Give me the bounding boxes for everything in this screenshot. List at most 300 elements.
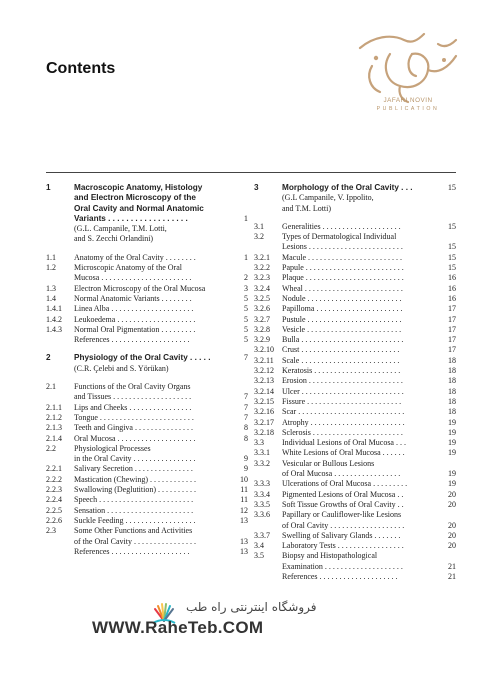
section-title bbox=[282, 183, 442, 193]
section-title-line: Scar . . . . . . . . . . . . . . . . . . . . . . . . . . . bbox=[282, 407, 405, 417]
section-number: 3.2.4 bbox=[254, 283, 270, 293]
section-number: 3.3 bbox=[254, 438, 264, 448]
toc-entry[interactable] bbox=[254, 459, 456, 480]
logo-name: JAFARI NOVIN bbox=[383, 97, 433, 104]
section-title-line: Papilloma . . . . . . . . . . . . . . . . . . . . . . bbox=[282, 304, 403, 314]
section-title bbox=[282, 366, 442, 376]
chapter-authors bbox=[74, 364, 248, 374]
toc-entry[interactable] bbox=[46, 263, 248, 284]
toc-entry[interactable] bbox=[254, 418, 456, 428]
section-title-line: Plaque . . . . . . . . . . . . . . . . . . . . . . . . . bbox=[282, 273, 404, 283]
chapter-authors bbox=[74, 224, 248, 245]
toc-entry[interactable] bbox=[46, 382, 248, 403]
section-title bbox=[74, 263, 234, 284]
section-title bbox=[74, 423, 234, 433]
section-title-line: Mastication (Chewing) . . . . . . . . . . . . bbox=[74, 474, 196, 484]
toc-entry[interactable] bbox=[254, 448, 456, 458]
page-number: 16 bbox=[448, 273, 456, 283]
toc-entry[interactable] bbox=[254, 500, 456, 510]
page-number: 15 bbox=[448, 242, 456, 252]
authors-line: (G.L. Campanile, T.M. Lotti, bbox=[74, 224, 167, 234]
section-title bbox=[74, 516, 234, 526]
section-title-line: Macroscopic Anatomy, Histology bbox=[74, 183, 203, 192]
section-number: 2.2.3 bbox=[46, 485, 62, 495]
section-number: 3 bbox=[254, 183, 259, 192]
page-number: 1 bbox=[243, 213, 248, 223]
section-title bbox=[74, 304, 234, 314]
section-title-line: Physiological Processes bbox=[74, 443, 151, 453]
toc-entry[interactable] bbox=[254, 572, 456, 582]
page-number: 3 bbox=[244, 283, 248, 293]
section-number: 3.2.7 bbox=[254, 314, 270, 324]
section-title bbox=[74, 434, 234, 444]
page-number: 13 bbox=[240, 515, 248, 525]
toc-entry[interactable] bbox=[254, 335, 456, 345]
section-number: 2.2 bbox=[46, 443, 56, 453]
spacer bbox=[46, 374, 248, 382]
toc-entry[interactable] bbox=[46, 403, 248, 413]
section-title bbox=[282, 304, 442, 314]
page-number: 21 bbox=[448, 571, 456, 581]
toc-entry[interactable] bbox=[46, 464, 248, 474]
toc-entry[interactable] bbox=[46, 506, 248, 516]
section-title bbox=[282, 459, 442, 480]
section-title-line: Tongue . . . . . . . . . . . . . . . . . . . . . . . . bbox=[74, 412, 194, 422]
section-title-line: Types of Dermatological Individual bbox=[282, 232, 397, 242]
section-title bbox=[74, 495, 234, 505]
section-title-line: Keratosis . . . . . . . . . . . . . . . . . . . . . . bbox=[282, 366, 401, 376]
section-title-line: Sclerosis . . . . . . . . . . . . . . . . . . . . . . . bbox=[282, 427, 403, 437]
section-title bbox=[282, 490, 442, 500]
section-title-line: Teeth and Gingiva . . . . . . . . . . . . . . . bbox=[74, 423, 193, 433]
section-title bbox=[74, 403, 234, 413]
section-title bbox=[282, 253, 442, 263]
section-number: 2.2.5 bbox=[46, 505, 62, 515]
section-number: 1.4.3 bbox=[46, 324, 62, 334]
section-title bbox=[282, 551, 442, 572]
section-number: 3.2.12 bbox=[254, 366, 274, 376]
toc-entry[interactable] bbox=[254, 407, 456, 417]
section-title-line: Physiology of the Oral Cavity . . . . . bbox=[74, 353, 211, 363]
page-number: 10 bbox=[240, 474, 248, 484]
section-title-line: Wheal . . . . . . . . . . . . . . . . . . . . . . . . . bbox=[282, 283, 403, 293]
section-title bbox=[282, 397, 442, 407]
section-title-line: Morphology of the Oral Cavity . . . bbox=[282, 183, 413, 192]
toc-entry[interactable] bbox=[254, 551, 456, 572]
section-title-line: Biopsy and Histopathological bbox=[282, 551, 378, 561]
toc-entry[interactable] bbox=[46, 253, 248, 263]
page-number: 9 bbox=[244, 454, 248, 464]
section-number: 3.2.14 bbox=[254, 386, 274, 396]
section-title bbox=[282, 284, 442, 294]
section-title-line: Leukoedema . . . . . . . . . . . . . . . . . . . . bbox=[74, 314, 196, 324]
section-title-line: References . . . . . . . . . . . . . . . . . . . . bbox=[282, 571, 398, 581]
section-title-line: Normal Anatomic Variants . . . . . . . . bbox=[74, 293, 192, 303]
toc-entry[interactable] bbox=[254, 325, 456, 335]
page-number: 18 bbox=[448, 355, 456, 365]
toc-entry[interactable] bbox=[254, 253, 456, 263]
toc-entry[interactable] bbox=[46, 516, 248, 526]
section-title bbox=[282, 448, 442, 458]
section-number: 2.2.6 bbox=[46, 515, 62, 525]
section-title bbox=[282, 263, 442, 273]
toc-entry[interactable] bbox=[46, 526, 248, 547]
page-number: 19 bbox=[448, 438, 456, 448]
section-number: 3.2.9 bbox=[254, 335, 270, 345]
section-title-line: White Lesions of Oral Mucosa . . . . . . bbox=[282, 448, 405, 458]
section-title-line: Swelling of Salivary Glands . . . . . . . bbox=[282, 530, 401, 540]
toc-entry[interactable] bbox=[254, 387, 456, 397]
page-number: 19 bbox=[448, 448, 456, 458]
section-title-line: and Electron Microscopy of the bbox=[74, 193, 196, 203]
section-number: 2.1.1 bbox=[46, 402, 62, 412]
page-number: 11 bbox=[240, 495, 248, 505]
authors-line: (C.R. Çelebi and S. Yörükan) bbox=[74, 363, 169, 373]
spacer bbox=[46, 245, 248, 253]
toc-entry[interactable] bbox=[254, 315, 456, 325]
toc-entry[interactable] bbox=[254, 428, 456, 438]
section-title bbox=[74, 294, 234, 304]
section-title bbox=[282, 531, 442, 541]
section-number: 3.2.13 bbox=[254, 376, 274, 386]
section-number: 1.4 bbox=[46, 293, 56, 303]
toc-entry[interactable] bbox=[254, 490, 456, 500]
toc-entry[interactable] bbox=[254, 366, 456, 376]
section-number: 1.4.1 bbox=[46, 304, 62, 314]
page-number: 19 bbox=[448, 417, 456, 427]
toc-entry[interactable] bbox=[254, 304, 456, 314]
section-title-line: Normal Oral Pigmentation . . . . . . . . . bbox=[74, 324, 196, 334]
toc-entry[interactable] bbox=[254, 541, 456, 551]
section-title-line: Examination . . . . . . . . . . . . . . . . . . . . bbox=[282, 561, 403, 571]
section-title bbox=[74, 547, 234, 557]
page-number: 16 bbox=[448, 283, 456, 293]
section-number: 2.2.1 bbox=[46, 464, 62, 474]
section-title-line: Fissure . . . . . . . . . . . . . . . . . . . . . . . . bbox=[282, 396, 402, 406]
section-number: 3.2.17 bbox=[254, 417, 274, 427]
toc-entry[interactable] bbox=[254, 273, 456, 283]
section-number: 3.2 bbox=[254, 232, 264, 242]
section-number: 3.3.1 bbox=[254, 448, 270, 458]
section-title bbox=[74, 506, 234, 516]
page-number: 5 bbox=[244, 293, 248, 303]
page-number: 5 bbox=[244, 314, 248, 324]
page-number: 19 bbox=[448, 469, 456, 479]
section-title-line: Some Other Functions and Activities bbox=[74, 526, 193, 536]
toc-entry[interactable] bbox=[254, 510, 456, 531]
section-number: 3.3.7 bbox=[254, 530, 270, 540]
section-title bbox=[282, 407, 442, 417]
section-number: 3.3.5 bbox=[254, 499, 270, 509]
section-title bbox=[282, 376, 442, 386]
toc-entry[interactable] bbox=[46, 413, 248, 423]
toc-entry[interactable] bbox=[254, 284, 456, 294]
section-title bbox=[282, 572, 442, 582]
page-number: 20 bbox=[448, 541, 456, 551]
page-number: 11 bbox=[240, 485, 248, 495]
page-number: 17 bbox=[448, 324, 456, 334]
section-number: 3.2.6 bbox=[254, 304, 270, 314]
section-title bbox=[74, 526, 234, 547]
chapter-authors bbox=[282, 193, 456, 214]
section-title-line: Generalities . . . . . . . . . . . . . . . . . . . . bbox=[282, 221, 401, 231]
section-title bbox=[74, 444, 234, 465]
toc-entry[interactable] bbox=[254, 479, 456, 489]
section-title bbox=[74, 353, 234, 363]
section-title bbox=[282, 232, 442, 253]
toc-entry[interactable] bbox=[254, 356, 456, 366]
authors-line: and S. Zecchi Orlandini) bbox=[74, 234, 154, 244]
page-number: 16 bbox=[448, 293, 456, 303]
section-title bbox=[282, 345, 442, 355]
section-title-line: Crust . . . . . . . . . . . . . . . . . . . . . . . . . bbox=[282, 345, 400, 355]
toc-entry[interactable] bbox=[254, 263, 456, 273]
section-title-line: Oral Mucosa . . . . . . . . . . . . . . . . . . . . bbox=[74, 433, 196, 443]
page-number: 21 bbox=[448, 561, 456, 571]
section-number: 3.4 bbox=[254, 541, 264, 551]
section-title bbox=[74, 253, 234, 263]
section-number: 3.2.2 bbox=[254, 263, 270, 273]
section-title bbox=[74, 183, 234, 224]
section-number: 2.1.4 bbox=[46, 433, 62, 443]
section-title-line: and Tissues . . . . . . . . . . . . . . . . . . . . bbox=[74, 392, 192, 402]
section-title-line: Papule . . . . . . . . . . . . . . . . . . . . . . . . . bbox=[282, 263, 404, 273]
section-title-line: Vesicular or Bullous Lesions bbox=[282, 458, 375, 468]
section-title-line: Macule . . . . . . . . . . . . . . . . . . . . . . . . bbox=[282, 252, 402, 262]
section-title bbox=[282, 335, 442, 345]
toc-entry[interactable] bbox=[46, 335, 248, 345]
page-number: 13 bbox=[240, 536, 248, 546]
section-title-line: Ulcer . . . . . . . . . . . . . . . . . . . . . . . . . . bbox=[282, 386, 404, 396]
section-title-line: Soft Tissue Growths of Oral Cavity . . bbox=[282, 499, 404, 509]
toc-entry[interactable] bbox=[46, 495, 248, 505]
toc-left-column bbox=[46, 183, 248, 557]
section-title-line: Bulla . . . . . . . . . . . . . . . . . . . . . . . . . . bbox=[282, 335, 404, 345]
section-number: 3.5 bbox=[254, 551, 264, 561]
section-number: 3.2.8 bbox=[254, 324, 270, 334]
page-number: 7 bbox=[243, 353, 248, 363]
toc-entry[interactable] bbox=[46, 434, 248, 444]
section-title bbox=[282, 387, 442, 397]
section-title bbox=[74, 335, 234, 345]
page-number: 7 bbox=[244, 412, 248, 422]
section-title bbox=[282, 315, 442, 325]
page-number: 20 bbox=[448, 530, 456, 540]
section-number: 3.2.18 bbox=[254, 427, 274, 437]
toc-entry[interactable] bbox=[254, 438, 456, 448]
section-title-line: Lesions . . . . . . . . . . . . . . . . . . . . . . . . bbox=[282, 242, 403, 252]
section-title-line: References . . . . . . . . . . . . . . . . . . . . bbox=[74, 335, 190, 345]
section-title-line: Linea Alba . . . . . . . . . . . . . . . . . . . . . bbox=[74, 304, 194, 314]
page-number: 15 bbox=[448, 263, 456, 273]
section-number: 3.2.10 bbox=[254, 345, 274, 355]
toc-entry[interactable] bbox=[46, 284, 248, 294]
toc-entry[interactable] bbox=[46, 294, 248, 304]
toc-entry[interactable] bbox=[46, 444, 248, 465]
toc-entry[interactable] bbox=[254, 376, 456, 386]
page-number: 5 bbox=[244, 304, 248, 314]
section-number: 3.1 bbox=[254, 221, 264, 231]
page-number: 2 bbox=[244, 273, 248, 283]
section-title-line: Vesicle . . . . . . . . . . . . . . . . . . . . . . . . bbox=[282, 324, 402, 334]
page-number: 9 bbox=[244, 464, 248, 474]
page-number: 20 bbox=[448, 489, 456, 499]
section-number: 3.3.6 bbox=[254, 510, 270, 520]
page-number: 8 bbox=[244, 433, 248, 443]
section-title bbox=[74, 325, 234, 335]
section-title-line: Papillary or Cauliflower-like Lesions bbox=[282, 510, 402, 520]
page-number: 12 bbox=[240, 505, 248, 515]
section-title-line: References . . . . . . . . . . . . . . . . . . . . bbox=[74, 546, 190, 556]
section-number: 2.2.2 bbox=[46, 474, 62, 484]
section-title bbox=[74, 475, 234, 485]
section-title-line: of Oral Cavity . . . . . . . . . . . . . . . . . . . bbox=[282, 520, 405, 530]
toc-right-column bbox=[254, 183, 456, 582]
section-title-line: Scale . . . . . . . . . . . . . . . . . . . . . . . . . bbox=[282, 355, 400, 365]
page-number: 19 bbox=[448, 479, 456, 489]
section-title bbox=[282, 438, 442, 448]
authors-line: (G.L Campanile, V. Ippolito, bbox=[282, 193, 374, 203]
section-number: 1.3 bbox=[46, 283, 56, 293]
section-number: 2.1 bbox=[46, 382, 56, 392]
section-title-line: Swallowing (Deglutition) . . . . . . . . . . bbox=[74, 485, 196, 495]
section-title-line: in the Oral Cavity . . . . . . . . . . . . . . . . bbox=[74, 454, 196, 464]
toc-entry[interactable] bbox=[254, 345, 456, 355]
section-number: 1.4.2 bbox=[46, 314, 62, 324]
section-number: 2 bbox=[46, 353, 51, 363]
toc-chapter[interactable] bbox=[46, 353, 248, 363]
section-title bbox=[282, 222, 442, 232]
section-number: 2.3 bbox=[46, 526, 56, 536]
section-title bbox=[74, 464, 234, 474]
page-number: 17 bbox=[448, 314, 456, 324]
page-number: 7 bbox=[244, 392, 248, 402]
page-number: 18 bbox=[448, 386, 456, 396]
toc-entry[interactable] bbox=[46, 423, 248, 433]
section-title bbox=[282, 541, 442, 551]
toc-entry[interactable] bbox=[254, 232, 456, 253]
logo-subtitle: PUBLICATION bbox=[376, 106, 440, 112]
section-title bbox=[282, 479, 442, 489]
section-title-line: Suckle Feeding . . . . . . . . . . . . . . . . . . bbox=[74, 515, 196, 525]
section-number: 2.1.3 bbox=[46, 423, 62, 433]
store-url: WWW.RaheTeb.COM bbox=[92, 618, 264, 637]
section-number: 3.2.11 bbox=[254, 355, 274, 365]
toc-entry[interactable] bbox=[46, 485, 248, 495]
section-title-line: Laboratory Tests . . . . . . . . . . . . . . . . . bbox=[282, 541, 404, 551]
section-title bbox=[74, 315, 234, 325]
toc-entry[interactable] bbox=[254, 294, 456, 304]
section-title bbox=[282, 294, 442, 304]
section-number: 3.3.4 bbox=[254, 489, 270, 499]
page-number: 20 bbox=[448, 520, 456, 530]
page-number: 18 bbox=[448, 366, 456, 376]
page-number: 15 bbox=[448, 252, 456, 262]
section-title bbox=[282, 273, 442, 283]
section-title bbox=[74, 413, 234, 423]
section-title-line: Sensation . . . . . . . . . . . . . . . . . . . . . . bbox=[74, 505, 194, 515]
toc-chapter[interactable] bbox=[254, 183, 456, 193]
page-number: 18 bbox=[448, 396, 456, 406]
store-name: فروشگاه اینترنتی راه طب bbox=[186, 600, 317, 614]
section-title-line: Functions of the Oral Cavity Organs bbox=[74, 382, 191, 392]
page-number: 18 bbox=[448, 376, 456, 386]
page-number: 5 bbox=[244, 324, 248, 334]
page-number: 19 bbox=[448, 427, 456, 437]
section-number: 3.3.3 bbox=[254, 479, 270, 489]
section-title-line: Anatomy of the Oral Cavity . . . . . . . . bbox=[74, 252, 196, 262]
section-title-line: Erosion . . . . . . . . . . . . . . . . . . . . . . . . bbox=[282, 376, 403, 386]
page-number: 17 bbox=[448, 304, 456, 314]
page-number: 5 bbox=[244, 335, 248, 345]
page-number: 17 bbox=[448, 345, 456, 355]
section-title bbox=[282, 510, 442, 531]
section-number: 3.3.2 bbox=[254, 458, 270, 468]
toc-entry[interactable] bbox=[254, 397, 456, 407]
toc-entry[interactable] bbox=[254, 222, 456, 232]
section-title-line: Atrophy . . . . . . . . . . . . . . . . . . . . . . . . bbox=[282, 417, 405, 427]
section-number: 1 bbox=[46, 183, 51, 192]
section-title-line: of Oral Mucosa . . . . . . . . . . . . . . . . . bbox=[282, 469, 401, 479]
section-number: 1.1 bbox=[46, 252, 56, 262]
section-title bbox=[282, 500, 442, 510]
section-title-line: Salivary Secretion . . . . . . . . . . . . . . . bbox=[74, 464, 193, 474]
section-title-line: Mucosa . . . . . . . . . . . . . . . . . . . . . . . bbox=[74, 273, 192, 283]
page-number: 20 bbox=[448, 499, 456, 509]
toc-entry[interactable] bbox=[46, 547, 248, 557]
section-title bbox=[74, 382, 234, 403]
toc-chapter[interactable] bbox=[46, 183, 248, 224]
section-number: 3.2.16 bbox=[254, 407, 274, 417]
spacer bbox=[254, 214, 456, 222]
section-number: 2.2.4 bbox=[46, 495, 62, 505]
section-title bbox=[282, 418, 442, 428]
section-title-line: of the Oral Cavity . . . . . . . . . . . . . . . . bbox=[74, 536, 196, 546]
page-number: 1 bbox=[244, 252, 248, 262]
page-number: 18 bbox=[448, 407, 456, 417]
page-title: Contents bbox=[46, 60, 116, 77]
page-number: 8 bbox=[244, 423, 248, 433]
toc-entry[interactable] bbox=[254, 531, 456, 541]
section-number: 2.1.2 bbox=[46, 412, 62, 422]
section-title-line: Individual Lesions of Oral Mucosa . . . bbox=[282, 438, 406, 448]
section-title-line: Ulcerations of Oral Mucosa . . . . . . . . . bbox=[282, 479, 408, 489]
section-title-line: Oral Cavity and Normal Anatomic bbox=[74, 203, 204, 213]
section-title bbox=[74, 284, 234, 294]
toc-entry[interactable] bbox=[46, 315, 248, 325]
section-title-line: Electron Microscopy of the Oral Mucosa bbox=[74, 283, 206, 293]
section-title-line: Microscopic Anatomy of the Oral bbox=[74, 263, 182, 273]
section-title bbox=[74, 485, 234, 495]
section-title-line: Lips and Cheeks . . . . . . . . . . . . . . . . bbox=[74, 402, 192, 412]
section-title-line: Speech . . . . . . . . . . . . . . . . . . . . . . . . bbox=[74, 495, 194, 505]
page-number: 7 bbox=[244, 402, 248, 412]
section-number: 3.2.15 bbox=[254, 396, 274, 406]
toc-entry[interactable] bbox=[46, 325, 248, 335]
section-number: 3.2.5 bbox=[254, 293, 270, 303]
section-title bbox=[282, 356, 442, 366]
section-title-line: Variants . . . . . . . . . . . . . . . . . . bbox=[74, 213, 188, 223]
section-number: 3.2.1 bbox=[254, 252, 270, 262]
section-title bbox=[282, 428, 442, 438]
authors-line: and T.M. Lotti) bbox=[282, 203, 332, 213]
page-number: 17 bbox=[448, 335, 456, 345]
toc-entry[interactable] bbox=[46, 475, 248, 485]
page-number: 15 bbox=[447, 183, 456, 192]
section-number: 3.2.3 bbox=[254, 273, 270, 283]
toc-entry[interactable] bbox=[46, 304, 248, 314]
header-rule bbox=[46, 172, 456, 173]
